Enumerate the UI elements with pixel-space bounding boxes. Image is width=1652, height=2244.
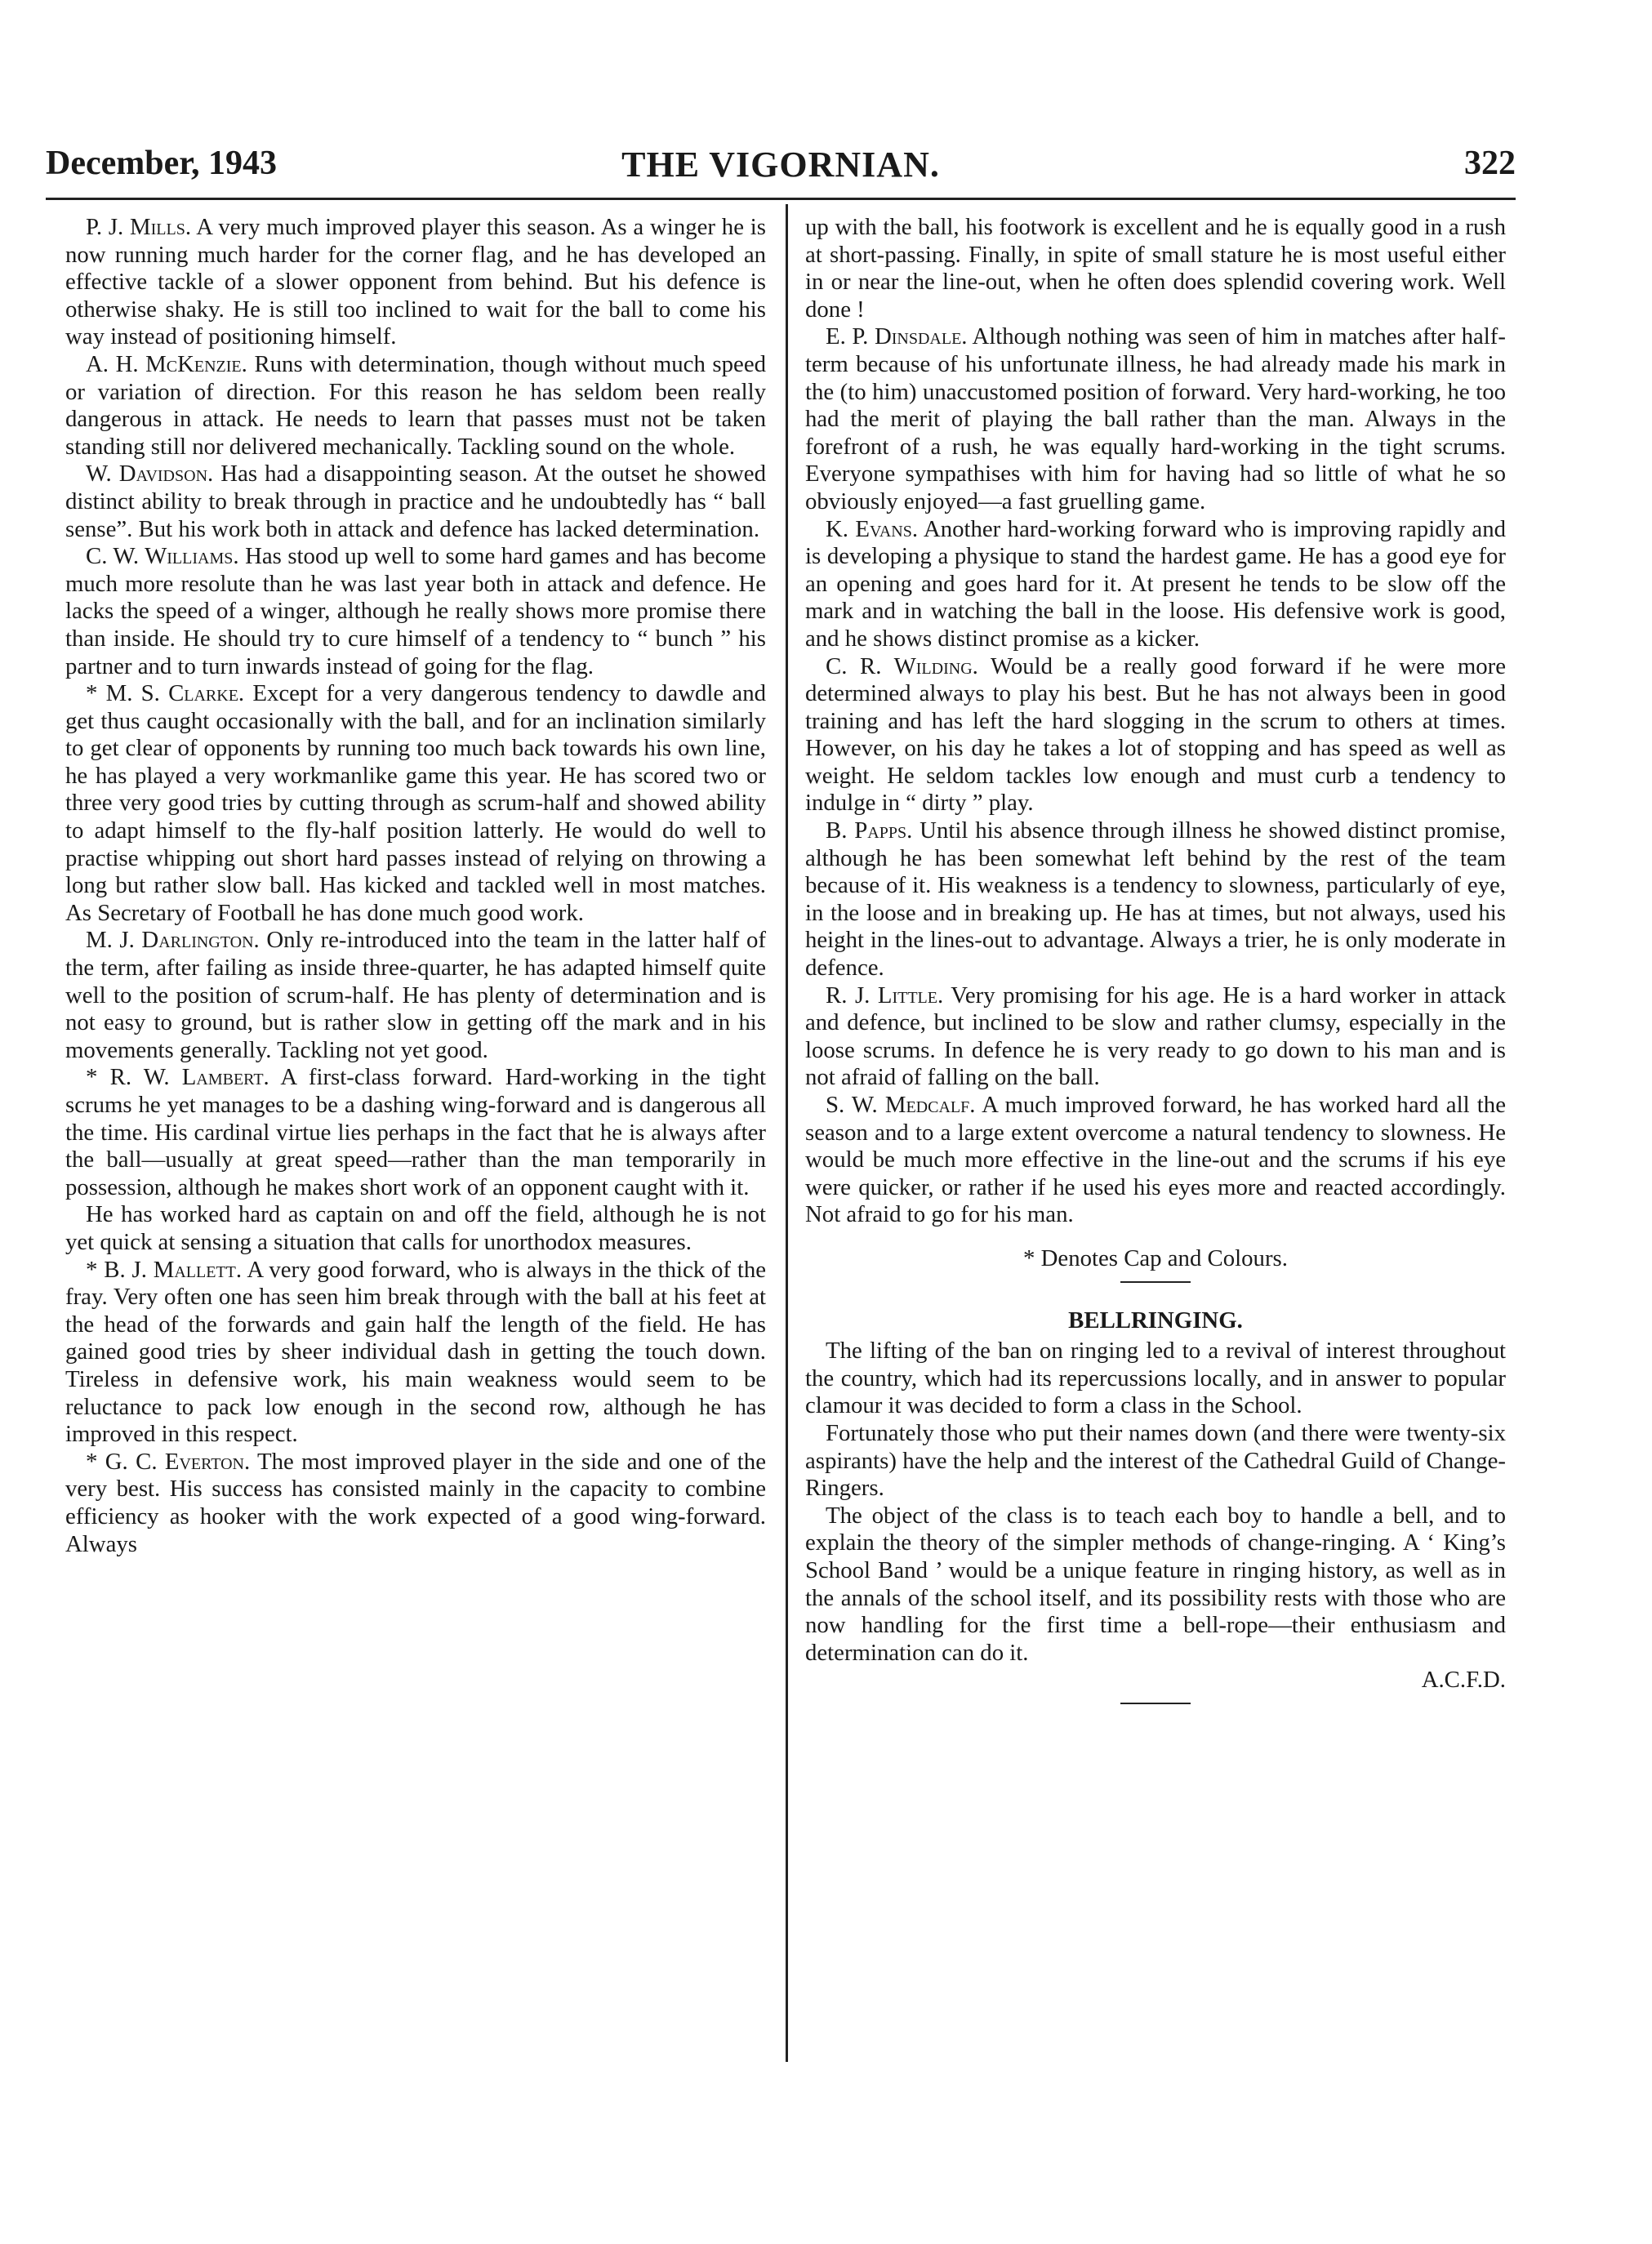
section-divider [1120, 1281, 1191, 1283]
player-report [805, 982, 1506, 1092]
player-name: R. J. Little. [826, 982, 944, 1008]
player-report [805, 1092, 1506, 1229]
player-name: * M. S. Clarke. [86, 680, 245, 707]
author-signature: A.C.F.D. [1421, 1667, 1506, 1694]
player-name: B. Papps. [826, 817, 913, 844]
article-paragraph: Fortunately those who put their names down (and there were twenty-six aspirants) have the help and the interest of the Cathedral Guild of Change-Ringers. [805, 1419, 1506, 1502]
right-column [805, 214, 1506, 1704]
player-name: * R. W. Lambert. [86, 1064, 269, 1091]
left-column [65, 214, 766, 1558]
issue-date: December, 1943 [46, 145, 278, 182]
report-text: Although nothing was seen of him in matches after half-term because of his unfortunate illness, he had already made his mark in the (to him) unaccustomed position of forward. Very hard-working, he too had the merit of playing the ball rather than the man. Always in the forefront of a rush, he was equally hard-working in the tight scrums. Everyone sympathises with him for having had so little of what he so obviously enjoyed—a fast gruelling game. [805, 323, 1506, 514]
player-report [65, 680, 766, 927]
player-name: K. Evans. [826, 515, 919, 542]
report-text: Until his absence through illness he showed distinct promise, although he has been somewhat left behind by the rest of the team because of it. His weakness is a tendency to slowness, particularly of eye, in the loose and in breaking up. He has at times, but not always, used his height in the lines-out to advantage. Always a trier, he is only moderate in defence. [805, 817, 1506, 982]
player-name: M. J. Darlington. [86, 927, 260, 954]
player-name: * B. J. Mallett. [86, 1256, 243, 1283]
player-report [65, 351, 766, 461]
player-report [65, 927, 766, 1064]
column-divider [786, 204, 788, 2062]
report-text: Runs with determination, though without much speed or variation of direction. For this reason he has seldom been really dangerous in attack. He needs to learn that passes must not be taken standing still nor delivered mechanically. Tackling sound on the whole. [65, 350, 766, 460]
player-name: P. J. Mills. [86, 214, 192, 240]
report-text: Except for a very dangerous tendency to dawdle and get thus caught occasionally with the ball, and for an inclination similarly to get clear of opponents by running too much back towards his own line, he has played a very workmanlike game this year. He has scored two or three very good tries by cutting through as scrum-half and showed ability to adapt himself to the fly-half position latterly. He would do well to practise whipping out short hard passes instead of relying on throwing a long but rather slow ball. Has kicked and tackled well in most matches. As Secretary of Football he has done much good work. [65, 680, 766, 926]
player-name: C. R. Wilding. [826, 652, 978, 679]
player-report [805, 214, 1506, 323]
player-report [65, 1449, 766, 1558]
report-text: A first-class forward. Hard-working in the tight scrums he yet manages to be a dashing wing-forward and is dangerous all the time. His cardinal virtue lies perhaps in the fact that he is always after the ball—usually at great speed—rather than the man temporarily in possession, although he makes short work of an opponent caught with it. [65, 1064, 766, 1200]
report-text: Has stood up well to some hard games and has become much more resolute than he was last year both in attack and defence. He lacks the speed of a winger, although he really shows more promise there than inside. He should try to cure himself of a tendency to “ bunch ” his partner and to turn inwards instead of going for the flag. [65, 543, 766, 679]
report-text: Only re-introduced into the team in the latter half of the term, after failing as inside three-quarter, he has adapted himself quite well to the position of scrum-half. He has plenty of determination and is not easy to ground, but is rather slow in getting off the mark and in his movements generally. Tackling not yet good. [65, 927, 766, 1063]
player-report [805, 817, 1506, 982]
player-report [65, 543, 766, 680]
report-text: A very much improved player this season. As a winger he is now running much harder for the corner flag, and he has developed an effective tackle of a slower opponent from behind. But his defence is otherwise shaky. He is still too inclined to wait for the ball to come his way instead of positioning himself. [65, 214, 766, 350]
player-report [805, 516, 1506, 653]
player-name: A. H. McKenzie. [86, 350, 247, 377]
publication-title: THE VIGORNIAN. [621, 145, 940, 185]
player-report [65, 1201, 766, 1256]
player-report [65, 214, 766, 351]
report-text: up with the ball, his footwork is excellent and he is equally good in a rush at short-passing. Finally, in spite of small stature he is most useful either in or near the line-out, when he often does splendid covering work. Well done ! [805, 214, 1506, 323]
section-title: BELLRINGING. [1068, 1307, 1243, 1333]
report-text: A much improved forward, he has worked hard all the season and to a large extent overcome a natural tendency to slowness. He would be much more effective in the line-out and the scrums if his eye were quicker, or rather if he used his eyes more and reacted accordingly. Not afraid to go for his man. [805, 1092, 1506, 1228]
player-report [65, 461, 766, 543]
player-report [65, 1064, 766, 1201]
report-text: He has worked hard as captain on and off the field, although he is not yet quick at sensing a situation that calls for unorthodox measures. [65, 1201, 766, 1255]
article-paragraph: The lifting of the ban on ringing led to a revival of interest throughout the country, which had its repercussions locally, and in answer to popular clamour it was decided to form a class in the School. [805, 1338, 1506, 1419]
article-paragraph: The object of the class is to teach each boy to handle a bell, and to explain the theory of the simpler methods of change-ringing. A ‘ King’s School Band ’ would be a unique feature in ringing history, as well as in the annals of the school itself, and its possibility rests with those who are now handling for the first time a bell-rope—their enthusiasm and determination can do it. [805, 1502, 1506, 1666]
report-text: Would be a really good forward if he were more determined always to play his best. But he has not always been in good training and has left the hard slogging in the scrum to others at times. However, on his day he takes a lot of stopping and has speed as well as weight. He seldom tackles low enough and must curb a tendency to indulge in “ dirty ” play. [805, 652, 1507, 817]
report-text: Another hard-working forward who is improving rapidly and is developing a physique to stand the hardest game. He has a good eye for an opening and goes hard for it. At present he tends to be slow off the mark and in watching the ball in the loose. His defensive work is good, and he shows distinct promise as a kicker. [805, 515, 1506, 652]
page-number: 322 [1464, 145, 1516, 182]
report-text: Very promising for his age. He is a hard worker in attack and defence, but inclined to be slow and rather clumsy, especially in the loose scrums. In defence he is very ready to go down to his man and is not afraid of falling on the ball. [805, 982, 1507, 1091]
report-text: The most improved player in the side and one of the very best. His success has consisted mainly in the capacity to combine efficiency as hooker with the work expected of a good wing-forward. Always [65, 1448, 766, 1557]
player-name: S. W. Medcalf. [826, 1092, 976, 1118]
page-header [46, 144, 1516, 201]
caps-note: * Denotes Cap and Colours. [1023, 1244, 1288, 1271]
player-report [65, 1257, 766, 1449]
player-name: W. Davidson. [86, 461, 214, 488]
player-report [805, 323, 1506, 515]
report-text: Has had a disappointing season. At the outset he showed distinct ability to break through in practice and he undoubtedly has “ ball sense”. But his work both in attack and defence has lacked determination. [65, 461, 766, 542]
end-divider [1120, 1703, 1191, 1704]
report-text: A very good forward, who is always in the thick of the fray. Very often one has seen him break through with the ball at his feet at the head of the forwards and gain half the length of the field. He has gained good tries by sheer individual dash in getting the touch down. Tireless in defensive work, his main weakness would seem to be reluctance to pack low enough in the second row, although he has improved in this respect. [65, 1256, 766, 1448]
player-name: * G. C. Everton. [86, 1448, 251, 1475]
player-report [805, 653, 1506, 818]
header-rule [46, 198, 1516, 200]
player-name: C. W. Williams. [86, 543, 239, 570]
player-name: E. P. Dinsdale. [826, 323, 968, 350]
